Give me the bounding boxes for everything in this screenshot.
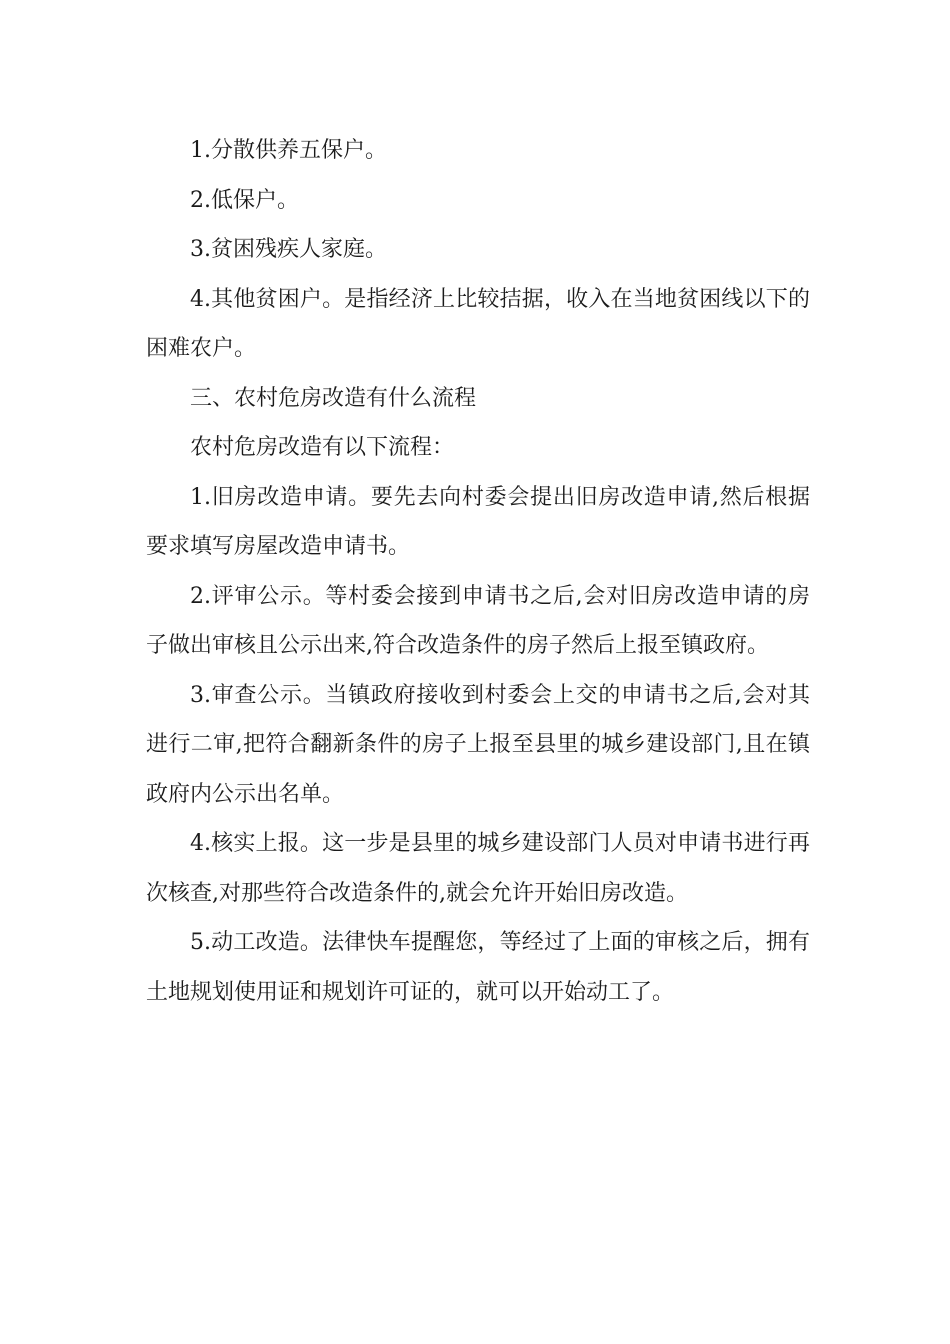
- step-construction: 5.动工改造。法律快车提醒您，等经过了上面的审核之后，拥有土地规划使用证和规划许可证的，就可以开始动工了。: [146, 930, 810, 1005]
- document-body: [146, 126, 810, 1017]
- section-intro: 农村危房改造有以下流程：: [190, 435, 455, 460]
- list-item-disabled-family: 3.贫困残疾人家庭。: [190, 237, 387, 262]
- list-item-wubaohu: 1.分散供养五保户。: [190, 138, 387, 163]
- step-review-publicity: 2.评审公示。等村委会接到申请书之后,会对旧房改造申请的房子做出审核且公示出来,符合改造条件的房子然后上报至镇政府。: [146, 583, 810, 658]
- step-examination-publicity: 3.审查公示。当镇政府接收到村委会上交的申请书之后,会对其进行二审,把符合翻新条件的房子上报至县里的城乡建设部门,且在镇政府内公示出名单。: [146, 682, 810, 807]
- step-verification: 4.核实上报。这一步是县里的城乡建设部门人员对申请书进行再次核查,对那些符合改造条件的,就会允许开始旧房改造。: [146, 831, 810, 906]
- step-application: 1.旧房改造申请。要先去向村委会提出旧房改造申请,然后根据要求填写房屋改造申请书。: [146, 484, 810, 559]
- list-item-dibaohu: 2.低保户。: [190, 187, 299, 213]
- list-item-other-poor: 4.其他贫困户。是指经济上比较拮据，收入在当地贫困线以下的困难农户。: [146, 286, 810, 361]
- section-heading: 三、农村危房改造有什么流程: [190, 385, 477, 411]
